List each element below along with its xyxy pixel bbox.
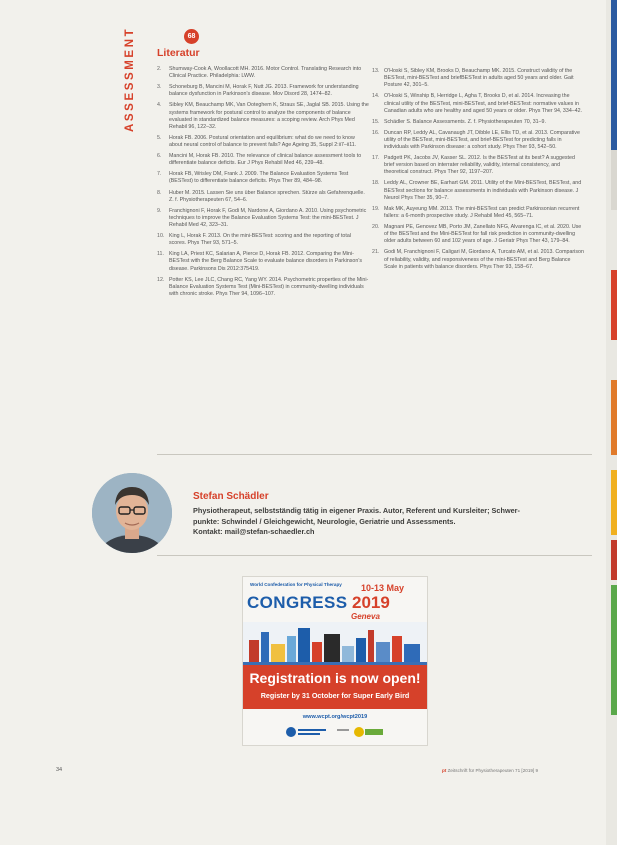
reference-number: 2. (157, 66, 162, 72)
publication-name: Zeitschrift für Physiotherapeuten (447, 768, 514, 773)
reference-item (157, 153, 369, 167)
reference-number: 16. (372, 129, 380, 136)
ad-organizer: World Confederation for Physical Therapy (250, 582, 342, 587)
reference-number: 21. (372, 249, 380, 256)
reference-item (372, 130, 584, 151)
author-bio-line: punkte: Schwindel / Gleichgewicht, Neurologie, Geriatrie und Assessments. (193, 516, 456, 526)
page-badge: 68 (184, 29, 199, 44)
reference-item (157, 208, 369, 229)
ad-dates: 10-13 May (361, 583, 405, 593)
edge-tab-green (611, 585, 617, 715)
congress-advertisement[interactable] (242, 576, 428, 746)
reference-number: 19. (372, 205, 380, 212)
reference-text: Mancini M, Horak FB. 2010. The relevance of clinical balance assessment tools to differentiate balance deficits. Eur J Phys Rehabil Med 46, 239–48. (169, 153, 362, 167)
registration-headline: Registration is now open! (249, 670, 421, 686)
edge-tab-grey (611, 150, 617, 210)
reference-number: 6. (157, 153, 162, 160)
reference-number: 4. (157, 102, 162, 109)
reference-number: 17. (372, 155, 380, 162)
registration-subline: Register by 31 October for Super Early Bird (260, 691, 410, 700)
reference-number: 20. (372, 224, 380, 231)
sponsor-logos (285, 725, 385, 739)
reference-text: Horak FB, Wrisley DM, Frank J. 2009. The Balance Evaluation Systems Test (BESTest) to differentiate balance deficits. Phys Ther 89, 484–98. (169, 171, 349, 185)
divider (157, 555, 592, 556)
reference-item (157, 84, 369, 98)
reference-item (157, 66, 369, 80)
reference-number: 15. (372, 118, 380, 125)
reference-number: 7. (157, 171, 162, 178)
reference-number: 10. (157, 233, 165, 240)
references-right-column (372, 68, 584, 275)
reference-item (157, 277, 369, 298)
reference-item (157, 171, 369, 185)
reference-number: 12. (157, 276, 165, 283)
reference-text: Schädler S. Balance Assessments. Z. f. Physiotherapeuten 70, 31–9. (384, 118, 546, 125)
reference-text: Padgett PK, Jacobs JV, Kasser SL. 2012. Is the BESTest at its best? A suggested brief version based on interrater reliability, validity, internal consistency, and theoretical construct. Phys Ther 92, 1197–207. (384, 155, 575, 176)
reference-item (372, 119, 584, 126)
reference-item (157, 135, 369, 149)
registration-banner (243, 665, 427, 709)
city-skyline-illustration (243, 622, 427, 666)
reference-number: 14. (372, 93, 380, 100)
edge-tab-orange (611, 380, 617, 455)
reference-text: King LA, Priest KC, Salarian A, Pierce D, Horak FB. 2012. Comparing the Mini-BESTest with the Berg Balance Scale to evaluate balance disorders in Parkinson's disease. Parkinsons Dis 2012:375419. (169, 251, 362, 272)
author-photo (92, 473, 172, 553)
reference-text: Shumway-Cook A, Woollacott MH. 2016. Motor Control. Translating Research into Clinical Practice. Philadelphia: LWW. (169, 66, 362, 80)
reference-text: Godi M, Franchignoni F, Caligari M, Giordano A, Turcato AM, et al. 2013. Comparison of reliability, validity, and responsiveness of the mini-BESTest and Berg Balance Scale in patients with balance disorders. Phys Ther 93, 158–67. (384, 249, 584, 270)
reference-item (372, 68, 584, 89)
publication-footer (442, 768, 538, 773)
reference-text: Magnani PE, Genovez MB, Porto JM, Zanellato NFG, Alvarenga IC, et al. 2020. Use of the BESTest and the Mini-BESTest for fall risk prediction in community-dwelling older adults between 60 and 102 years of age. J Geriatr Phys Ther 43, 179–84. (384, 224, 582, 245)
edge-tab-yellow (611, 470, 617, 535)
reference-text: Duncan RP, Leddy AL, Cavanaugh JT, Dibble LE, Ellis TD, et al. 2013. Comparative utility of the BESTest, mini-BESTest, and brief-BESTest for predicting falls in individuals with Parkinson disease: a cohort study. Phys Ther 93, 542–50. (384, 129, 580, 151)
edge-tab-darkred (611, 540, 617, 580)
reference-number: 13. (372, 68, 380, 74)
reference-item (157, 251, 369, 272)
author-bio (193, 506, 593, 538)
page-number: 34 (56, 767, 63, 773)
edge-tab-blue (611, 0, 617, 150)
reference-text: Sibley KM, Beauchamp MK, Van Ooteghem K, Straus SE, Jaglal SB. 2015. Using the systems framework for postural control to analyze the components of balance evaluated in standardized balance measures: a scoping review. Arch Phys Med Rehabil 96, 122–32. (169, 102, 369, 130)
reference-item (372, 155, 584, 176)
reference-text: Horak FB. 2006. Postural orientation and equilibrium: what do we need to know about neural control of balance to prevent falls? Age Ageing 35, Suppl 2:ii7–ii11. (169, 134, 357, 149)
reference-number: 3. (157, 84, 162, 91)
reference-text: Huber M. 2015. Lassen Sie uns über Balance sprechen. Stürze als Gefahrenquelle. Z. f. Physiotherapeuten 67, 54–6. (169, 189, 365, 203)
reference-text: Potter KS, Lee JLC, Chang RC, Yang WY. 2014. Psychometric properties of the Mini-Balance Evaluation Systems Test (Mini-BESTest) in community-dwelling individuals with chronic stroke. Phys Ther 94, 1096–107. (169, 276, 369, 297)
reference-text: O'Hoski S, Sibley KM, Brooks D, Beauchamp MK. 2015. Construct validity of the BESTest, mini-BESTest and briefBESTest in adults aged 50 years and older. Gait Posture 42, 301–5. (384, 68, 574, 89)
author-bio-line: Physiotherapeut, selbstständig tätig in eigener Praxis. Autor, Referent und Kursleiter; Schwer- (193, 506, 520, 515)
reference-item (157, 102, 369, 131)
reference-number: 8. (157, 189, 162, 196)
reference-item (372, 180, 584, 201)
reference-text: Leddy AL, Crowner BE, Earhart GM. 2011. Utility of the Mini-BESTest, BESTest, and BESTest sections for balance assessments in individuals with Parkinson disease. J Neurol Phys Ther 35, 90–7. (384, 180, 582, 201)
reference-item (372, 249, 584, 270)
literature-heading: Literatur (157, 47, 200, 59)
references-left-column (157, 66, 369, 302)
ad-city: Geneva (351, 612, 380, 621)
publication-issue: 71 [2019] 9 (515, 768, 539, 773)
reference-item (157, 190, 369, 204)
author-contact: Kontakt: mail@stefan-schaedler.ch (193, 527, 315, 537)
section-label: ASSESSMENT (124, 26, 136, 132)
reference-item (372, 206, 584, 220)
reference-text: Franchignoni F, Horak F, Godi M, Nardone A, Giordano A. 2010. Using psychometric techniques to improve the Balance Evaluation Systems Test: the mini-BESTest. J Rehabil Med 42, 323–31. (169, 207, 367, 229)
ad-congress-title: CONGRESS (247, 593, 348, 612)
reference-item (372, 224, 584, 245)
reference-text: O'Hoski S, Winship B, Herridge L, Agha T, Brooks D, et al. 2014. Increasing the clinical utility of the BESTest, mini-BESTest, and brief-BESTest: normative values in Canadian adults who are healthy and aged 50 years or older. Phys Ther 94, 334–42. (384, 93, 583, 114)
ad-url-link[interactable]: www.wcpt.org/wcpt2019 (302, 714, 368, 720)
reference-text: Mak MK, Auyeung MM. 2013. The mini-BESTest can predict Parkinsonian recurrent fallers: a 6-month prospective study. J Rehabil Med 45, 565–71. (384, 205, 580, 219)
reference-number: 5. (157, 134, 162, 141)
edge-tab-red (611, 270, 617, 340)
publication-brand: pt (442, 768, 447, 773)
reference-text: King L, Horak F. 2013. On the mini-BESTest: scoring and the reporting of total scores. Phys Ther 93, 571–5. (169, 233, 351, 247)
reference-item (157, 233, 369, 247)
ad-year: 2019 (352, 593, 390, 612)
reference-text: Schoneburg B, Mancini M, Horak F, Nutt JG. 2013. Framework for understanding balance dysfunction in Parkinson's disease. Mov Disord 28, 1474–82. (169, 84, 359, 98)
reference-number: 18. (372, 180, 380, 187)
divider (157, 454, 592, 455)
author-name: Stefan Schädler (193, 491, 269, 502)
reference-item (372, 93, 584, 114)
reference-number: 9. (157, 207, 162, 214)
reference-number: 11. (157, 251, 164, 258)
